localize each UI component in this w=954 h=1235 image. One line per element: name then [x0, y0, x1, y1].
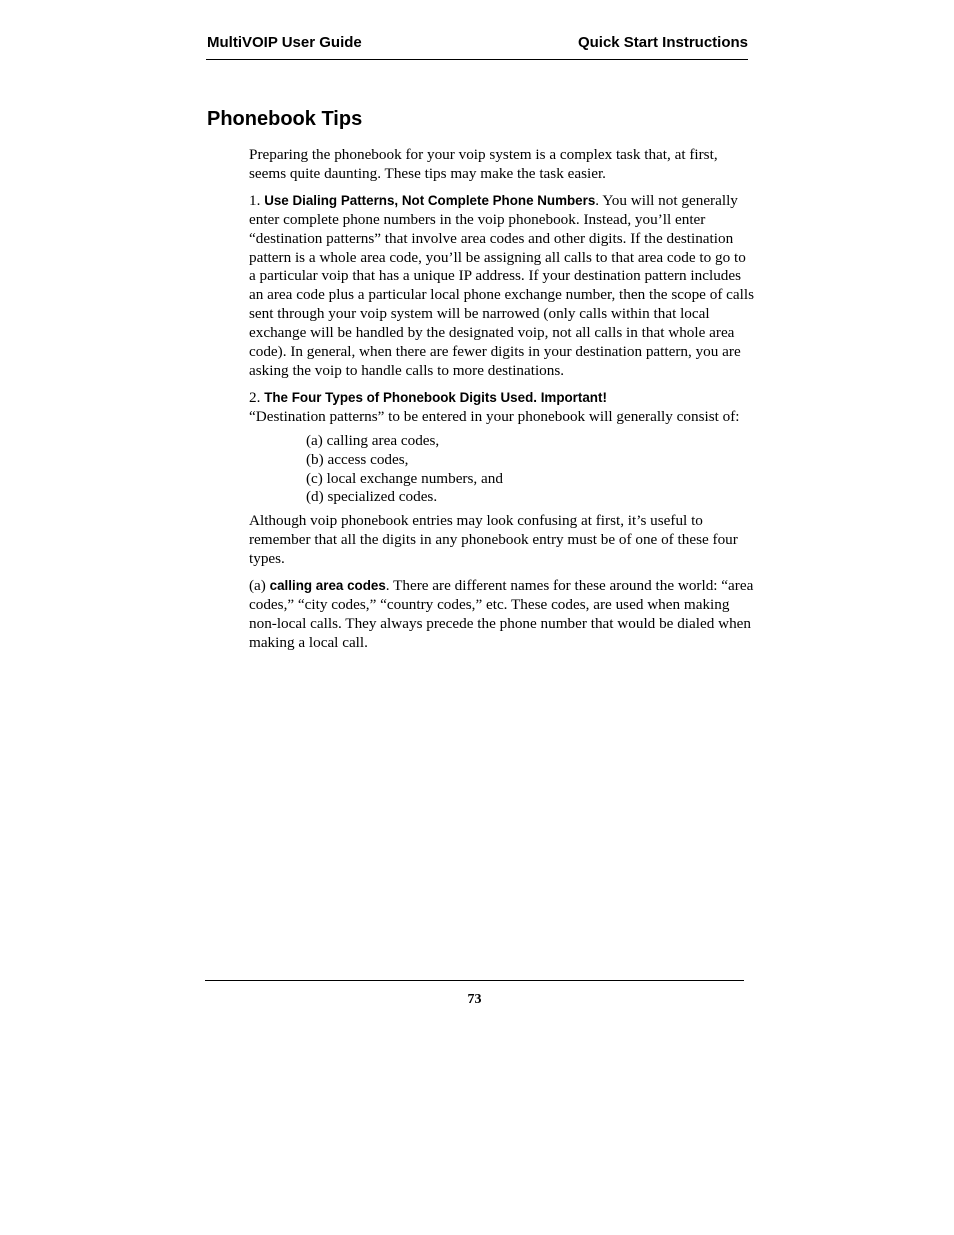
body-content — [249, 146, 754, 661]
tip-1-paragraph — [249, 192, 754, 381]
tip-2-body: “Destination patterns” to be entered in your phonebook will generally consist of: — [249, 407, 740, 425]
tip-2-heading: The Four Types of Phonebook Digits Used. Important! — [264, 389, 607, 405]
item-a-prefix: (a) — [249, 577, 270, 595]
header-document-title: MultiVOIP User Guide — [207, 34, 362, 51]
tip-1-heading: Use Dialing Patterns, Not Complete Phone Numbers — [264, 192, 596, 208]
tip-1-body: . You will not generally enter complete phone numbers in the voip phonebook. Instead, you’ll enter “destination patterns” that involve area codes and other digits. If the destination pattern is a whole area code, you’ll be assigning all calls to that area code to go to a particular voip that has a unique IP address. If your destination pattern includes an area code plus a particular local phone exchange number, then the scope of calls sent through your voip system will be narrowed (only calls within that local exchange will be handled by the designated voip, not all calls in that whole area code). In general, when there are fewer digits in your destination pattern, you are asking the voip to handle calls to more destinations. — [249, 191, 754, 379]
list-item: (d) specialized codes. — [306, 488, 438, 506]
page-header — [206, 33, 748, 60]
digit-types-list — [306, 432, 754, 508]
page-number: 73 — [467, 992, 482, 1007]
list-item: (a) calling area codes, — [306, 431, 440, 449]
tip-2-number: 2. — [249, 388, 265, 406]
types-paragraph: Although voip phonebook entries may look confusing at first, it’s useful to remember that all the digits in any phonebook entry must be of one of these four types. — [249, 512, 738, 568]
tip-1-number: 1. — [249, 191, 265, 209]
intro-paragraph: Preparing the phonebook for your voip system is a complex task that, at first, seems quite daunting. These tips may make the task easier. — [249, 146, 718, 182]
tip-2-heading-line — [249, 389, 754, 408]
list-item: (b) access codes, — [306, 450, 409, 468]
list-item: (c) local exchange numbers, and — [306, 469, 503, 487]
tip-2-block — [249, 389, 754, 507]
footer-divider — [205, 980, 744, 981]
section-heading: Phonebook Tips — [207, 108, 363, 130]
item-a-body: . There are different names for these around the world: “area codes,” “city codes,” “country codes,” etc. These codes, are used when making non-local calls. They always precede the phone number that would be dialed when making a local call. — [249, 577, 754, 651]
item-a-heading: calling area codes — [269, 578, 386, 594]
item-a-paragraph — [249, 577, 754, 653]
header-section-title: Quick Start Instructions — [577, 34, 748, 51]
